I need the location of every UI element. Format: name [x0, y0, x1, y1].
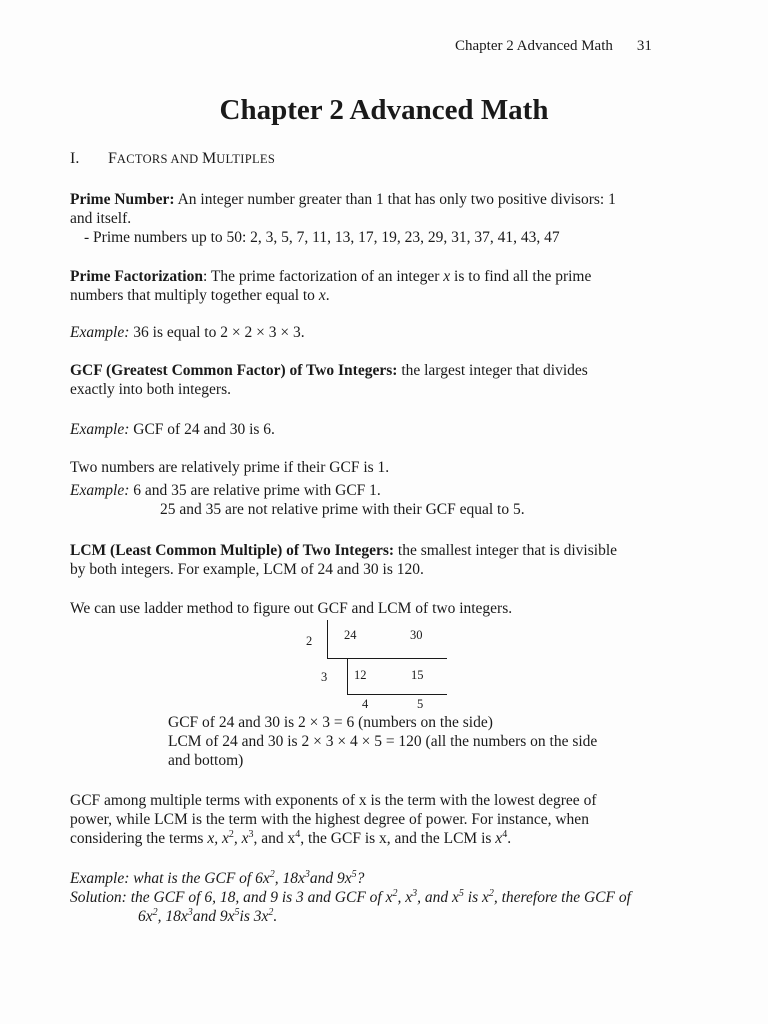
- running-header: [455, 38, 652, 55]
- section-number: I.: [70, 150, 80, 167]
- exponents-paragraph: GCF among multiple terms with exponents of x is the term with the lowest degree of power, while LCM is the term with the highest degree of power. For instance, when considering the terms x, $x^2$, $x^3$, and $x^4$, the GCF is x, and the LCM is $x^4$.: [70, 792, 597, 847]
- ladder-number: 30: [410, 628, 423, 642]
- ladder-diagram: [290, 620, 460, 715]
- ladder-side-number: 3: [321, 670, 328, 684]
- ladder-number: 4: [362, 697, 369, 711]
- ladder-number: 24: [344, 628, 357, 642]
- prime-factorization-definition: Prime Factorization: The prime factorization of an integer x is to find all the prime numbers that multiply together equal to x.: [70, 268, 592, 304]
- gcf-definition: GCF (Greatest Common Factor) of Two Integers: the largest integer that divides exactly into both integers.: [70, 362, 588, 398]
- relatively-prime: Two numbers are relatively prime if their GCF is 1. Example: 6 and 35 are relative prime with GCF 1. 25 and 35 are not relative prime with their GCF equal to 5.: [70, 459, 525, 518]
- ladder-line: [347, 694, 447, 695]
- ladder-number: 12: [354, 668, 367, 682]
- term: LCM (Least Common Multiple) of Two Integers:: [70, 542, 395, 559]
- section-heading: I. FACTORS AND MULTIPLES: [70, 150, 276, 167]
- ladder-number: 15: [411, 668, 424, 682]
- example-exponent-solution: Solution: the GCF of 6, 18, and 9 is 3 and GCF of $x^2$, $x^3$, and $x^5$ is $x^2$, therefore the GCF of $6x^2$, $18x^3and$ $9x^5is$ $3x^2$.: [70, 887, 631, 925]
- lcm-definition: LCM (Least Common Multiple) of Two Integers: the smallest integer that is divisible by both integers. For example, LCM of 24 and 30 is 120.: [70, 542, 618, 578]
- prime-list: - Prime numbers up to 50: 2, 3, 5, 7, 11, 13, 17, 19, 23, 29, 31, 37, 41, 43, 47: [84, 229, 560, 246]
- ladder-intro: We can use ladder method to figure out GCF and LCM of two integers.: [70, 600, 513, 617]
- running-title: Chapter 2 Advanced Math: [455, 38, 613, 54]
- term: Prime Factorization: [70, 268, 203, 285]
- ladder-number: 5: [417, 697, 424, 711]
- term: Prime Number:: [70, 191, 175, 208]
- example-factorization: Example: 36 is equal to 2 × 2 × 3 × 3.: [70, 324, 305, 341]
- page-number: 31: [636, 38, 652, 54]
- ladder-line: [327, 620, 328, 658]
- term: GCF (Greatest Common Factor) of Two Integers:: [70, 362, 398, 379]
- example-exponent-question: Example: what is the GCF of $6x^2$, $18x^3and$ $9x^5$?: [70, 868, 365, 887]
- ladder-side-number: 2: [306, 634, 313, 648]
- ladder-explanation: GCF of 24 and 30 is 2 × 3 = 6 (numbers on the side) LCM of 24 and 30 is 2 × 3 × 4 × 5 = 120 (all the numbers on the side and bottom): [168, 714, 598, 769]
- ladder-line: [347, 658, 348, 694]
- example-gcf: Example: GCF of 24 and 30 is 6.: [70, 421, 275, 438]
- chapter-title: Chapter 2 Advanced Math: [219, 94, 549, 126]
- prime-number-definition: Prime Number: An integer number greater than 1 that has only two positive divisors: 1 and itself. - Prime numbers up to 50: 2, 3, 5, 7, 11, 13, 17, 19, 23, 29, 31, 37, 41, 43, 47: [70, 190, 710, 247]
- ladder-line: [327, 658, 447, 659]
